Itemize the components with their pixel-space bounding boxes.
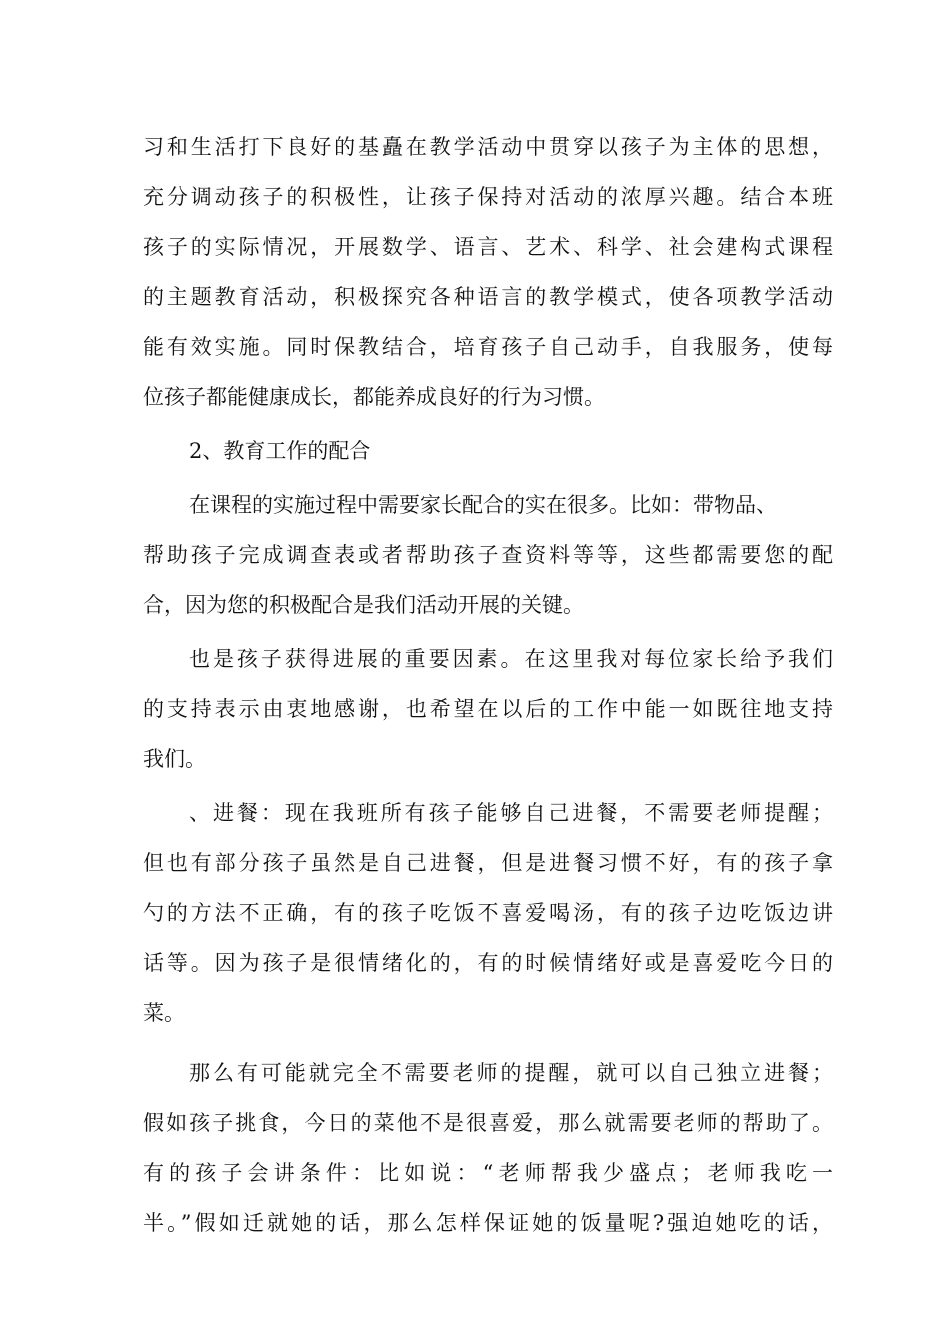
- text-line: 位孩子都能健康成长，都能养成良好的行为习惯。: [143, 385, 605, 409]
- text-line: 的主题教育活动，积极探究各种语言的教学模式，使各项教学活动: [143, 285, 833, 309]
- text-line: 能有效实施。同时保教结合，培育孩子自己动手，自我服务，使每: [143, 335, 833, 359]
- text-line: 我们。: [143, 747, 206, 771]
- document-body: [143, 122, 833, 1248]
- text-line: 勺的方法不正确，有的孩子吃饭不喜爱喝汤，有的孩子边吃饭边讲: [143, 901, 833, 925]
- text-line: 假如孩子挑食，今日的菜他不是很喜爱，那么就需要老师的帮助了。: [143, 1111, 833, 1135]
- text-line: 有的孩子会讲条件：比如说：“老师帮我少盛点；老师我吃一: [143, 1161, 833, 1185]
- paragraph-1: [143, 122, 833, 422]
- text-line: 半。”假如迁就她的话，那么怎样保证她的饭量呢?强迫她吃的话，: [143, 1211, 833, 1235]
- paragraph-2: [143, 480, 833, 630]
- text-line: 、进餐：现在我班所有孩子能够自己进餐，不需要老师提醒；: [189, 801, 833, 825]
- text-line: 习和生活打下良好的基矗在教学活动中贯穿以孩子为主体的思想，: [143, 135, 833, 159]
- paragraph-4: [143, 788, 833, 1038]
- paragraph-5: [143, 1048, 833, 1248]
- text-line: 充分调动孩子的积极性，让孩子保持对活动的浓厚兴趣。结合本班: [143, 185, 833, 209]
- text-line: 话等。因为孩子是很情绪化的，有的时候情绪好或是喜爱吃今日的: [143, 951, 833, 975]
- text-line: 帮助孩子完成调查表或者帮助孩子查资料等等，这些都需要您的配: [143, 543, 833, 567]
- text-line: 在课程的实施过程中需要家长配合的实在很多。比如：带物品、: [189, 493, 777, 517]
- text-line: 合，因为您的积极配合是我们活动开展的关键。: [143, 593, 584, 617]
- text-line: 也是孩子获得进展的重要因素。在这里我对每位家长给予我们: [189, 647, 833, 671]
- paragraph-3: [143, 634, 833, 784]
- text-line: 但也有部分孩子虽然是自己进餐，但是进餐习惯不好，有的孩子拿: [143, 851, 833, 875]
- text-line: 孩子的实际情况，开展数学、语言、艺术、科学、社会建构式课程: [143, 235, 833, 259]
- text-line: 的支持表示由衷地感谢，也希望在以后的工作中能一如既往地支持: [143, 697, 833, 721]
- text-line: 那么有可能就完全不需要老师的提醒，就可以自己独立进餐；: [189, 1061, 833, 1085]
- section-heading: 2、教育工作的配合: [189, 439, 371, 463]
- text-line: 菜。: [143, 1001, 185, 1025]
